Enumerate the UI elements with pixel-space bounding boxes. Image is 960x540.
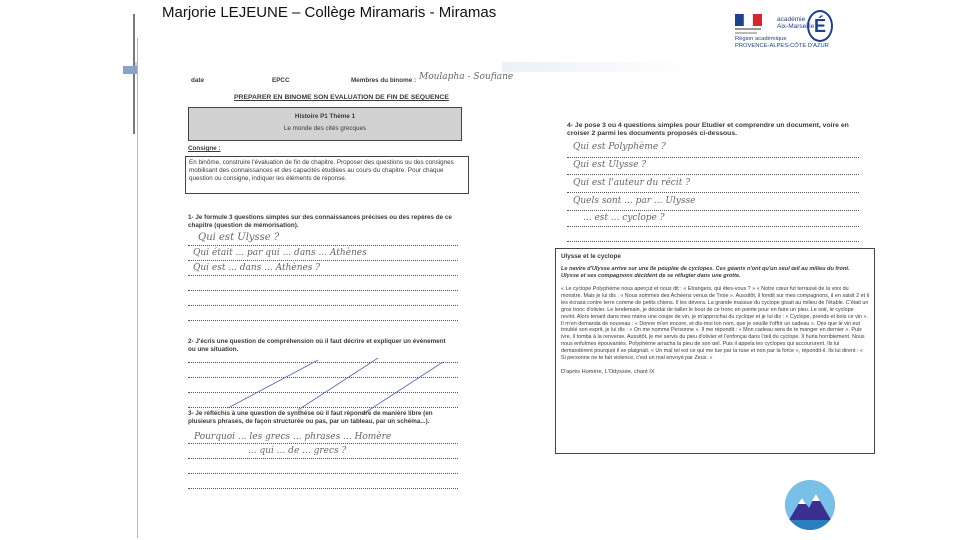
q1-answer-line bbox=[188, 275, 458, 276]
q1-answer-line bbox=[188, 320, 458, 321]
college-seal-icon bbox=[785, 480, 835, 530]
question-3: 3- Je réfléchis à une question de synthèse où il faut répondre de manière libre (en plusieurs phrases, de façon structurée ou pas, par un tableau, par un schéma...). bbox=[188, 410, 433, 425]
theme-box bbox=[188, 107, 462, 141]
document-text: « Le cyclope Polyphème nous aperçut et nous dit : « Etrangers, qui êtes-vous ? » « Notre cœur fut terrassé de la voix du monstre. Mais je lui dis : « Nous sommes des Achéens venus de Troie ». Aussitôt, il fondit sur mes compagnons, il en saisit 2 et il les écrasa contre terre comme de petits chiens. Il les dévora. La grande massue du cyclope gisait au milieu de l'étable. C'était un gros tronc d'olivier. Le lendemain, je décidai de tailler le bout de ce tronc en pointe pour en faire un pieu. Le soir, le cyclope revint. Alors tenant dans mes mains une coupe de vin, je m'approchai du cyclope et je lui dis : « Cyclope, prends et bois ce vin ». Il m'en demanda de nouveau : « Donne m'en encore, et dis-moi ton nom, que je veuille t'offrir un cadeau ». Dès que le vin eut troublé son esprit, je lui dis : « On me nomme Personne ». Il me répondit : « Mon cadeau sera de te manger en dernier ». Puis ivre, il tomba à la renverse. Aussitôt, je me servis du pieu d'olivier et l'enfonçai dans l'œil du cyclope. Il hurla horriblement. Nous nous enfuîmes épouvantés. Polyphème arracha la pieu de son œil. Puis il appela les cyclopes qui accoururent. Ils lui demandèrent pourquoi il se plaignait. « Un mal tel est ce qui me tue par la ruse et non par la force », répondit-il. Ils lui dirent : « Si personne ne te fait violence, c'est un mal envoyé par Zeus. » bbox=[561, 286, 870, 362]
q4-answer-line bbox=[567, 157, 859, 158]
q2-diagonal-strokes bbox=[188, 348, 458, 418]
q3-answer-line bbox=[188, 488, 458, 489]
theme-line2: Le monde des cités grecques bbox=[283, 125, 367, 132]
worksheet-page-left bbox=[137, 38, 514, 538]
academie-logo bbox=[733, 6, 833, 54]
q3-answer-line bbox=[188, 443, 458, 444]
q3-answer-1: Pourquoi ... les grecs ... phrases ... Homère bbox=[194, 432, 392, 442]
theme-line1: Histoire P1 Thème 1 bbox=[294, 113, 356, 120]
q4-answer-line bbox=[567, 174, 859, 175]
q4-answer-3: Qui est l'auteur du récit ? bbox=[573, 178, 691, 188]
document-title: Ulysse et le cyclope bbox=[561, 253, 621, 260]
worksheet-heading: PREPARER EN BINOME SON EVALUATION DE FIN DE SEQUENCE bbox=[234, 94, 449, 101]
binome-handwritten: Moulapha - Soufiane bbox=[419, 72, 514, 82]
q4-answer-1: Qui est Polyphème ? bbox=[573, 142, 666, 152]
q1-answer-1: Qui est Ulysse ? bbox=[198, 232, 280, 243]
q4-answer-5: ... est ... cyclope ? bbox=[583, 213, 665, 223]
marianne-flag-icon bbox=[735, 14, 763, 26]
q1-answer-line bbox=[188, 305, 458, 306]
consigne-box bbox=[185, 156, 469, 194]
slide-title: Marjorie LEJEUNE – Collège Miramaris - Miramas bbox=[162, 4, 497, 21]
question-2: 2- J'écris une question de compréhension où il faut décrire et expliquer un événement ou une situation. bbox=[188, 338, 446, 353]
document-source: D'après Homère, L'Odyssée, chant IX bbox=[561, 368, 655, 375]
q3-answer-line bbox=[188, 458, 458, 459]
q4-answer-line bbox=[567, 226, 859, 227]
q4-answer-4: Quels sont ... par ... Ulysse bbox=[573, 196, 696, 206]
region-line2: PROVENCE-ALPES-CÔTE D'AZUR bbox=[735, 42, 829, 49]
academie-line2: Aix-Marseille bbox=[777, 23, 815, 30]
q4-answer-2: Qui est Ulysse ? bbox=[573, 160, 647, 170]
question-4: 4- Je pose 3 ou 4 questions simples pour Etudier et comprendre un document, voire en croiser 2 parmi les documents proposés ci-dessous. bbox=[567, 122, 849, 137]
binome-label: Membres du binome : bbox=[351, 77, 417, 84]
q4-answer-line bbox=[567, 210, 859, 211]
question-1: 1- Je formule 3 questions simples sur des connaissances précises ou des repères de ce chapitre (question de mémorisation). bbox=[188, 214, 452, 229]
q4-answer-line bbox=[567, 192, 859, 193]
consigne-text: En binôme, construire l'évaluation de fin de chapitre. Proposer des questions ou des consignes mobilisant des connaissances et des capacités étudiées au cours du chapitre. Pour chaque question ou consigne, indiquer les éléments de réponse. bbox=[189, 159, 454, 182]
worksheet-page-right bbox=[553, 112, 877, 456]
epcc-label: EPCC bbox=[272, 77, 290, 84]
academie-line1: académie bbox=[777, 16, 806, 23]
date-label: date bbox=[191, 77, 204, 84]
q3-answer-2: ... qui ... de ... grecs ? bbox=[248, 446, 347, 456]
q3-answer-line bbox=[188, 473, 458, 474]
q4-answer-line bbox=[567, 241, 859, 242]
document-box bbox=[555, 248, 875, 454]
q1-answer-3: Qui est ... dans ... Athènes ? bbox=[193, 263, 321, 273]
q1-answer-2: Qui était ... par qui ... dans ... Athènes bbox=[193, 248, 367, 258]
academie-e-letter: É bbox=[813, 16, 826, 36]
document-intro: Le navire d'Ulysse arrive sur une île peuplée de cyclopes. Ces géants n'ont qu'un seul œil au milieu du front. Ulysse et ses compagnons décident de se réfugier dans une grotte. bbox=[561, 266, 850, 279]
q1-answer-line bbox=[188, 290, 458, 291]
frame-left-line bbox=[133, 14, 135, 134]
q1-answer-line bbox=[188, 245, 458, 246]
region-line1: Région académique bbox=[735, 36, 787, 42]
consigne-label: Consigne : bbox=[188, 145, 221, 152]
mountain-icon bbox=[785, 480, 835, 530]
q1-answer-line bbox=[188, 260, 458, 261]
